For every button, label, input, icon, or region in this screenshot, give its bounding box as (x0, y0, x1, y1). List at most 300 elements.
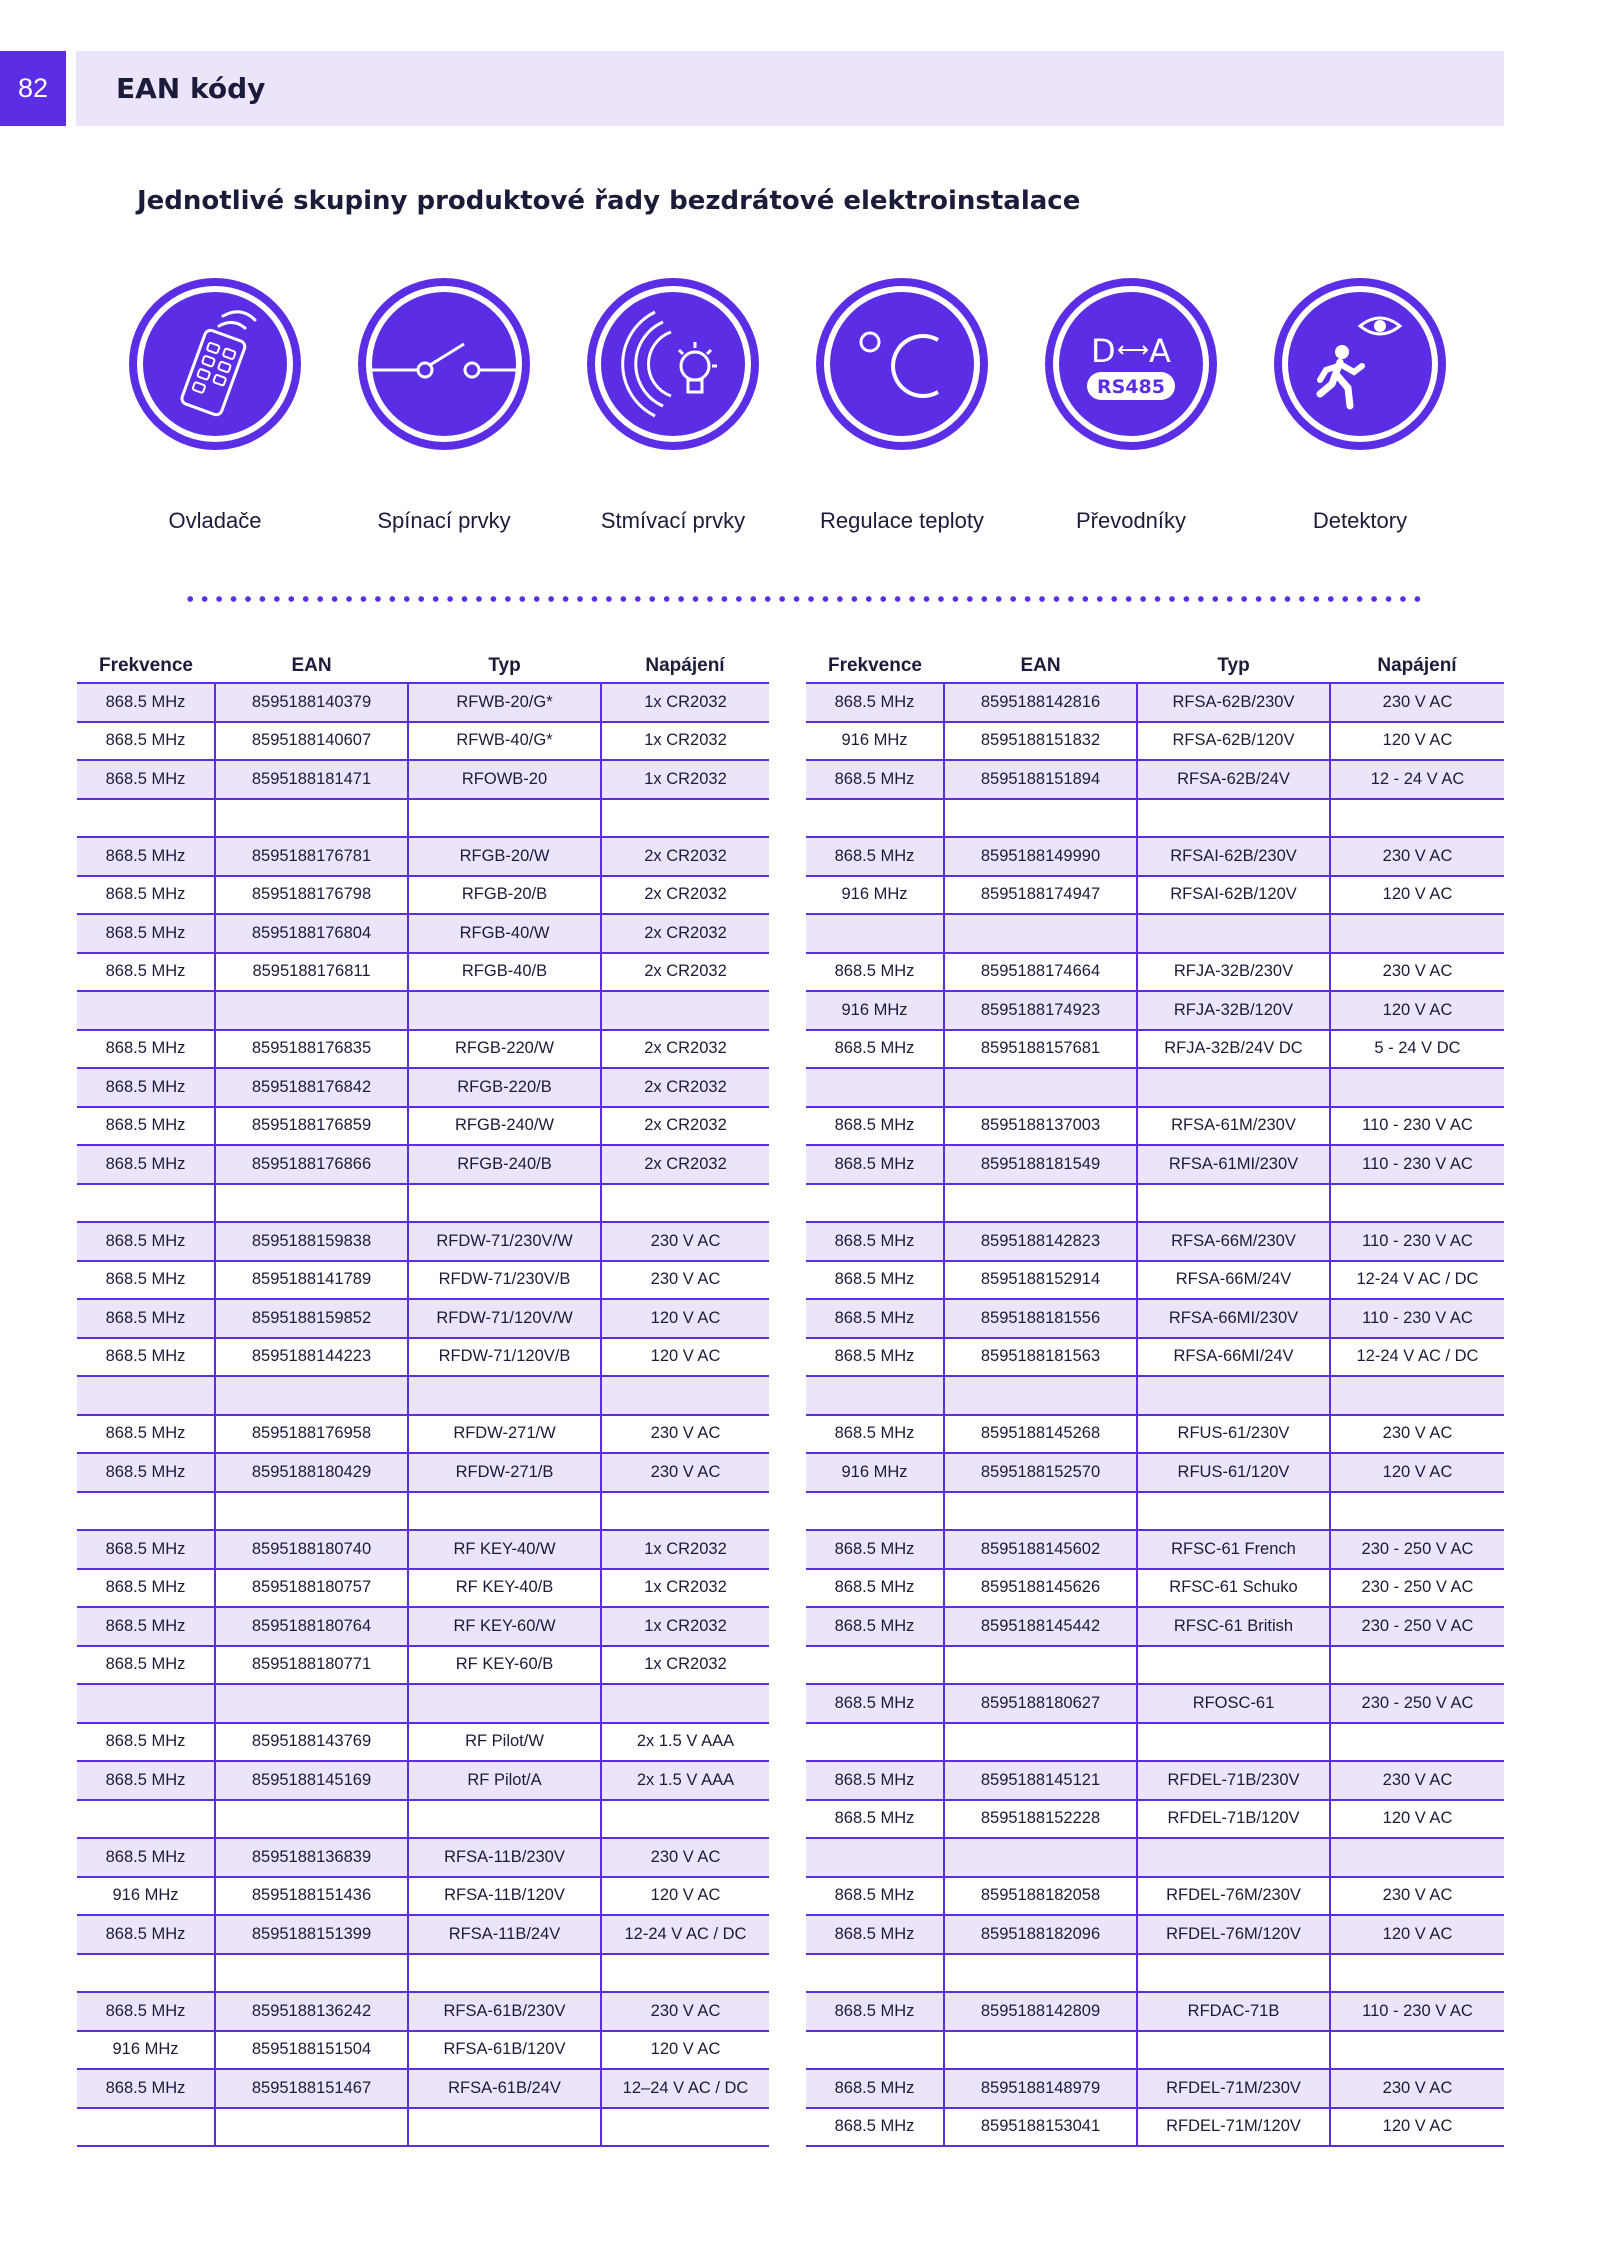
cell-frequency: 916 MHz (77, 2031, 215, 2070)
cell-type: RFUS-61/230V (1137, 1415, 1330, 1454)
cell-power: 1x CR2032 (601, 1569, 769, 1608)
cell-type: RFDW-271/W (408, 1415, 601, 1454)
cell-frequency: 868.5 MHz (806, 1530, 944, 1569)
table-row (77, 1723, 769, 1762)
table-row (77, 1222, 769, 1261)
cell-type: RFDW-271/B (408, 1453, 601, 1492)
cell-type: RFGB-220/B (408, 1068, 601, 1107)
cell-ean (944, 1184, 1137, 1223)
cell-frequency (806, 1492, 944, 1531)
cell-power: 230 - 250 V AC (1330, 1530, 1504, 1569)
cell-power: 2x CR2032 (601, 1030, 769, 1069)
cell-power: 120 V AC (1330, 1800, 1504, 1839)
cell-frequency (806, 1723, 944, 1762)
cell-power (1330, 799, 1504, 838)
category-detectors (1245, 276, 1475, 534)
cell-ean: 8595188151399 (215, 1915, 408, 1954)
page-number: 82 (0, 51, 66, 126)
category-temperature (787, 276, 1017, 534)
cell-type: RFSA-66MI/230V (1137, 1299, 1330, 1338)
cell-type: RFSA-66MI/24V (1137, 1338, 1330, 1377)
cell-ean: 8595188176859 (215, 1107, 408, 1146)
table-row (77, 760, 769, 799)
cell-power (1330, 1838, 1504, 1877)
cell-ean: 8595188140379 (215, 683, 408, 722)
section-subtitle: Jednotlivé skupiny produktové řady bezdrátové elektroinstalace (137, 186, 1081, 216)
cell-power: 2x CR2032 (601, 837, 769, 876)
cell-type: RF KEY-60/W (408, 1607, 601, 1646)
cell-ean: 8595188144223 (215, 1338, 408, 1377)
category-label: Detektory (1312, 508, 1408, 533)
cell-type: RFSA-62B/120V (1137, 722, 1330, 761)
table-row (77, 722, 769, 761)
cell-type (1137, 1646, 1330, 1685)
table-row (806, 760, 1504, 799)
cell-type (1137, 1184, 1330, 1223)
ean-table-left (77, 650, 769, 2147)
cell-ean: 8595188176866 (215, 1145, 408, 1184)
cell-ean: 8595188136839 (215, 1838, 408, 1877)
cell-type (1137, 914, 1330, 953)
cell-type: RFDEL-71B/230V (1137, 1761, 1330, 1800)
cell-power: 230 - 250 V AC (1330, 1607, 1504, 1646)
table-row (77, 1877, 769, 1916)
cell-power: 230 V AC (601, 1453, 769, 1492)
table-row (806, 799, 1504, 838)
cell-ean: 8595188181556 (944, 1299, 1137, 1338)
cell-ean: 8595188176958 (215, 1415, 408, 1454)
cell-power: 5 - 24 V DC (1330, 1030, 1504, 1069)
cell-type: RFSA-62B/24V (1137, 760, 1330, 799)
table-row (806, 1376, 1504, 1415)
cell-type: RFWB-40/G* (408, 722, 601, 761)
cell-power: 2x 1.5 V AAA (601, 1723, 769, 1762)
cell-frequency (77, 1684, 215, 1723)
cell-type: RF Pilot/A (408, 1761, 601, 1800)
cell-power: 12 - 24 V AC (1330, 760, 1504, 799)
cell-power: 1x CR2032 (601, 1530, 769, 1569)
cell-power: 230 V AC (1330, 1877, 1504, 1916)
cell-ean (215, 799, 408, 838)
cell-power: 2x CR2032 (601, 914, 769, 953)
category-label: Převodníky (1075, 508, 1187, 533)
table-row (77, 1453, 769, 1492)
cell-frequency: 868.5 MHz (806, 683, 944, 722)
cell-frequency (77, 1800, 215, 1839)
rs485-badge: RS485 (1097, 376, 1165, 398)
cell-type: RFSA-66M/230V (1137, 1222, 1330, 1261)
table-row (77, 1954, 769, 1993)
cell-ean: 8595188176804 (215, 914, 408, 953)
cell-frequency (77, 2108, 215, 2147)
cell-ean: 8595188181549 (944, 1145, 1137, 1184)
cell-ean (944, 1646, 1137, 1685)
table-row (806, 1569, 1504, 1608)
cell-type: RFJA-32B/230V (1137, 953, 1330, 992)
cell-power (1330, 1492, 1504, 1531)
cell-ean: 8595188151832 (944, 722, 1137, 761)
table-row (806, 1068, 1504, 1107)
cell-type (408, 1492, 601, 1531)
cell-ean: 8595188149990 (944, 837, 1137, 876)
cell-type: RFSA-11B/24V (408, 1915, 601, 1954)
table-row (77, 1261, 769, 1300)
table-row (77, 1761, 769, 1800)
temperature-celsius-icon (814, 276, 990, 452)
cell-ean: 8595188176781 (215, 837, 408, 876)
cell-frequency: 916 MHz (77, 1877, 215, 1916)
table-row (77, 1684, 769, 1723)
cell-power (601, 991, 769, 1030)
cell-frequency (77, 1954, 215, 1993)
cell-power: 120 V AC (601, 2031, 769, 2070)
table-row (77, 1068, 769, 1107)
table-row (806, 683, 1504, 722)
table-row (806, 1646, 1504, 1685)
cell-type: RF KEY-40/W (408, 1530, 601, 1569)
cell-ean: 8595188174947 (944, 876, 1137, 915)
cell-power (601, 799, 769, 838)
cell-type (1137, 1068, 1330, 1107)
cell-power (601, 1492, 769, 1531)
cell-power (601, 1800, 769, 1839)
table-row (77, 1992, 769, 2031)
table-header-row (77, 650, 769, 683)
table-row (806, 1222, 1504, 1261)
cell-power: 120 V AC (1330, 722, 1504, 761)
table-row (806, 1877, 1504, 1916)
header-power: Napájení (601, 650, 769, 683)
cell-ean: 8595188182058 (944, 1877, 1137, 1916)
cell-type (1137, 1838, 1330, 1877)
cell-ean: 8595188174664 (944, 953, 1137, 992)
header-frequency: Frekvence (806, 650, 944, 683)
cell-power (601, 1954, 769, 1993)
table-row (806, 1261, 1504, 1300)
converter-a-letter: A (1149, 332, 1171, 370)
cell-frequency: 868.5 MHz (806, 760, 944, 799)
cell-frequency (806, 1838, 944, 1877)
cell-ean (215, 1954, 408, 1993)
cell-type: RFSA-62B/230V (1137, 683, 1330, 722)
table-row (806, 1299, 1504, 1338)
cell-power (601, 1184, 769, 1223)
cell-power: 2x CR2032 (601, 1145, 769, 1184)
cell-type: RFDW-71/230V/W (408, 1222, 601, 1261)
cell-frequency: 868.5 MHz (77, 1646, 215, 1685)
cell-power: 12-24 V AC / DC (1330, 1261, 1504, 1300)
table-row (806, 1107, 1504, 1146)
table-row (77, 1838, 769, 1877)
cell-type (1137, 1492, 1330, 1531)
cell-power: 230 V AC (1330, 683, 1504, 722)
cell-ean (944, 2031, 1137, 2070)
table-row (77, 1415, 769, 1454)
cell-ean: 8595188181563 (944, 1338, 1137, 1377)
cell-frequency: 868.5 MHz (77, 683, 215, 722)
cell-power: 2x CR2032 (601, 1068, 769, 1107)
cell-type (408, 2108, 601, 2147)
cell-frequency: 868.5 MHz (77, 1107, 215, 1146)
cell-frequency: 868.5 MHz (77, 914, 215, 953)
cell-frequency (77, 799, 215, 838)
cell-type (408, 799, 601, 838)
cell-frequency: 868.5 MHz (806, 1145, 944, 1184)
cell-power: 230 V AC (1330, 837, 1504, 876)
cell-frequency: 868.5 MHz (806, 1107, 944, 1146)
cell-power: 12-24 V AC / DC (601, 1915, 769, 1954)
table-row (77, 914, 769, 953)
cell-ean: 8595188145602 (944, 1530, 1137, 1569)
cell-power: 110 - 230 V AC (1330, 1992, 1504, 2031)
cell-type: RFGB-40/W (408, 914, 601, 953)
cell-frequency (77, 1184, 215, 1223)
table-row (806, 1838, 1504, 1877)
cell-power (1330, 1723, 1504, 1762)
cell-ean (215, 1184, 408, 1223)
cell-type: RFSA-61MI/230V (1137, 1145, 1330, 1184)
cell-type (408, 1800, 601, 1839)
cell-frequency: 868.5 MHz (806, 1261, 944, 1300)
cell-power: 230 V AC (1330, 2069, 1504, 2108)
cell-type: RFOSC-61 (1137, 1684, 1330, 1723)
cell-ean: 8595188151504 (215, 2031, 408, 2070)
cell-frequency: 868.5 MHz (806, 1030, 944, 1069)
cell-frequency: 868.5 MHz (77, 1453, 215, 1492)
table-row (806, 1030, 1504, 1069)
cell-ean: 8595188145626 (944, 1569, 1137, 1608)
cell-frequency: 868.5 MHz (806, 2069, 944, 2108)
cell-type: RFSC-61 Schuko (1137, 1569, 1330, 1608)
table-row (806, 1453, 1504, 1492)
cell-frequency (806, 799, 944, 838)
cell-ean (944, 1492, 1137, 1531)
cell-ean: 8595188176811 (215, 953, 408, 992)
cell-frequency: 868.5 MHz (806, 1338, 944, 1377)
cell-type: RFGB-240/W (408, 1107, 601, 1146)
cell-power: 110 - 230 V AC (1330, 1222, 1504, 1261)
category-label: Spínací prvky (377, 508, 511, 533)
cell-ean: 8595188151436 (215, 1877, 408, 1916)
cell-ean: 8595188159838 (215, 1222, 408, 1261)
table-row (806, 1415, 1504, 1454)
cell-ean (944, 1838, 1137, 1877)
cell-type: RFGB-220/W (408, 1030, 601, 1069)
cell-power (1330, 1184, 1504, 1223)
table-row (806, 953, 1504, 992)
cell-type: RF KEY-40/B (408, 1569, 601, 1608)
cell-ean (944, 1954, 1137, 1993)
cell-frequency: 868.5 MHz (77, 1569, 215, 1608)
cell-type: RFWB-20/G* (408, 683, 601, 722)
cell-type: RFDEL-71M/230V (1137, 2069, 1330, 2108)
cell-type: RFSA-61B/120V (408, 2031, 601, 2070)
cell-frequency: 868.5 MHz (806, 953, 944, 992)
cell-frequency: 868.5 MHz (806, 1915, 944, 1954)
cell-type: RFDEL-76M/230V (1137, 1877, 1330, 1916)
category-icons (100, 276, 1500, 556)
cell-power: 230 V AC (601, 1838, 769, 1877)
cell-type: RFDEL-76M/120V (1137, 1915, 1330, 1954)
table-row (77, 683, 769, 722)
cell-power (1330, 1068, 1504, 1107)
cell-power (601, 1376, 769, 1415)
cell-frequency: 868.5 MHz (77, 1723, 215, 1762)
cell-power (601, 2108, 769, 2147)
converter-d-letter: D (1091, 332, 1116, 370)
cell-ean (215, 1492, 408, 1531)
cell-frequency: 868.5 MHz (806, 837, 944, 876)
table-header-row (806, 650, 1504, 683)
table-row (806, 1723, 1504, 1762)
cell-power: 120 V AC (1330, 1453, 1504, 1492)
table-row (77, 1299, 769, 1338)
table-row (77, 837, 769, 876)
cell-frequency: 868.5 MHz (806, 1415, 944, 1454)
cell-type: RFOWB-20 (408, 760, 601, 799)
cell-ean: 8595188142816 (944, 683, 1137, 722)
cell-ean: 8595188176798 (215, 876, 408, 915)
table-row (806, 2069, 1504, 2108)
cell-power: 230 V AC (1330, 953, 1504, 992)
cell-type: RFSA-11B/120V (408, 1877, 601, 1916)
cell-power: 230 V AC (601, 1415, 769, 1454)
cell-power: 1x CR2032 (601, 1646, 769, 1685)
cell-frequency: 868.5 MHz (77, 1915, 215, 1954)
cell-type (408, 1376, 601, 1415)
cell-type (408, 991, 601, 1030)
table-row (806, 876, 1504, 915)
cell-ean (215, 1684, 408, 1723)
cell-frequency: 868.5 MHz (806, 1992, 944, 2031)
table-row (77, 1107, 769, 1146)
cell-ean: 8595188152570 (944, 1453, 1137, 1492)
cell-power: 230 - 250 V AC (1330, 1684, 1504, 1723)
cell-ean (215, 1376, 408, 1415)
cell-power: 120 V AC (1330, 2108, 1504, 2147)
cell-type: RFSAI-62B/230V (1137, 837, 1330, 876)
cell-ean: 8595188180627 (944, 1684, 1137, 1723)
cell-frequency (806, 1184, 944, 1223)
cell-power (1330, 2031, 1504, 2070)
dotted-divider (183, 594, 1423, 604)
cell-power: 1x CR2032 (601, 683, 769, 722)
category-converters (1016, 276, 1246, 534)
cell-frequency: 868.5 MHz (77, 876, 215, 915)
table-row (77, 2108, 769, 2147)
cell-power: 12-24 V AC / DC (1330, 1338, 1504, 1377)
cell-frequency: 868.5 MHz (77, 1145, 215, 1184)
cell-ean: 8595188180740 (215, 1530, 408, 1569)
category-label: Regulace teploty (820, 508, 984, 533)
table-row (77, 1030, 769, 1069)
cell-ean: 8595188145268 (944, 1415, 1137, 1454)
cell-ean: 8595188142809 (944, 1992, 1137, 2031)
cell-ean: 8595188143769 (215, 1723, 408, 1762)
cell-frequency: 868.5 MHz (806, 1569, 944, 1608)
cell-power: 230 V AC (1330, 1415, 1504, 1454)
cell-frequency (77, 1376, 215, 1415)
cell-power: 120 V AC (601, 1877, 769, 1916)
cell-ean: 8595188176842 (215, 1068, 408, 1107)
table-row (806, 914, 1504, 953)
cell-power: 110 - 230 V AC (1330, 1107, 1504, 1146)
table-row (806, 1954, 1504, 1993)
header-ean: EAN (944, 650, 1137, 683)
cell-type: RFDW-71/120V/W (408, 1299, 601, 1338)
cell-power: 230 V AC (601, 1222, 769, 1261)
table-row (806, 1338, 1504, 1377)
cell-frequency: 868.5 MHz (77, 1415, 215, 1454)
cell-frequency: 868.5 MHz (806, 1684, 944, 1723)
cell-frequency: 868.5 MHz (77, 1838, 215, 1877)
cell-type: RFGB-20/W (408, 837, 601, 876)
header-type: Typ (408, 650, 601, 683)
cell-type: RFJA-32B/24V DC (1137, 1030, 1330, 1069)
cell-type: RFSA-61B/230V (408, 1992, 601, 2031)
table-row (806, 1492, 1504, 1531)
cell-ean: 8595188180771 (215, 1646, 408, 1685)
cell-type: RFGB-20/B (408, 876, 601, 915)
category-dimmers (558, 276, 788, 534)
cell-power (1330, 1376, 1504, 1415)
header-frequency: Frekvence (77, 650, 215, 683)
cell-power: 120 V AC (601, 1338, 769, 1377)
cell-frequency: 868.5 MHz (77, 722, 215, 761)
cell-frequency: 868.5 MHz (77, 1530, 215, 1569)
table-row (77, 1145, 769, 1184)
cell-frequency: 868.5 MHz (77, 1068, 215, 1107)
cell-power: 2x CR2032 (601, 953, 769, 992)
cell-frequency (806, 1068, 944, 1107)
cell-type: RFDEL-71M/120V (1137, 2108, 1330, 2147)
ean-table-right (806, 650, 1504, 2147)
cell-frequency (806, 2031, 944, 2070)
cell-type: RFDW-71/120V/B (408, 1338, 601, 1377)
cell-ean: 8595188180429 (215, 1453, 408, 1492)
table-row (806, 2031, 1504, 2070)
cell-power (1330, 914, 1504, 953)
table-row (806, 1184, 1504, 1223)
cell-type (1137, 1723, 1330, 1762)
table-row (806, 1800, 1504, 1839)
cell-power (601, 1684, 769, 1723)
header-ean: EAN (215, 650, 408, 683)
cell-ean (215, 1800, 408, 1839)
category-switches (329, 276, 559, 534)
cell-ean: 8595188153041 (944, 2108, 1137, 2147)
cell-power: 2x CR2032 (601, 1107, 769, 1146)
table-row (806, 1530, 1504, 1569)
cell-ean: 8595188148979 (944, 2069, 1137, 2108)
cell-frequency (77, 991, 215, 1030)
header-power: Napájení (1330, 650, 1504, 683)
cell-power: 2x 1.5 V AAA (601, 1761, 769, 1800)
cell-type: RFGB-40/B (408, 953, 601, 992)
converter-rs485-icon (1043, 276, 1219, 452)
cell-frequency: 916 MHz (806, 722, 944, 761)
cell-power: 110 - 230 V AC (1330, 1145, 1504, 1184)
cell-frequency: 868.5 MHz (77, 1030, 215, 1069)
cell-power: 230 V AC (601, 1992, 769, 2031)
table-row (77, 2069, 769, 2108)
switch-icon (356, 276, 532, 452)
cell-ean (944, 799, 1137, 838)
cell-power: 230 V AC (601, 1261, 769, 1300)
cell-power: 2x CR2032 (601, 876, 769, 915)
table-row (806, 722, 1504, 761)
cell-ean: 8595188145169 (215, 1761, 408, 1800)
